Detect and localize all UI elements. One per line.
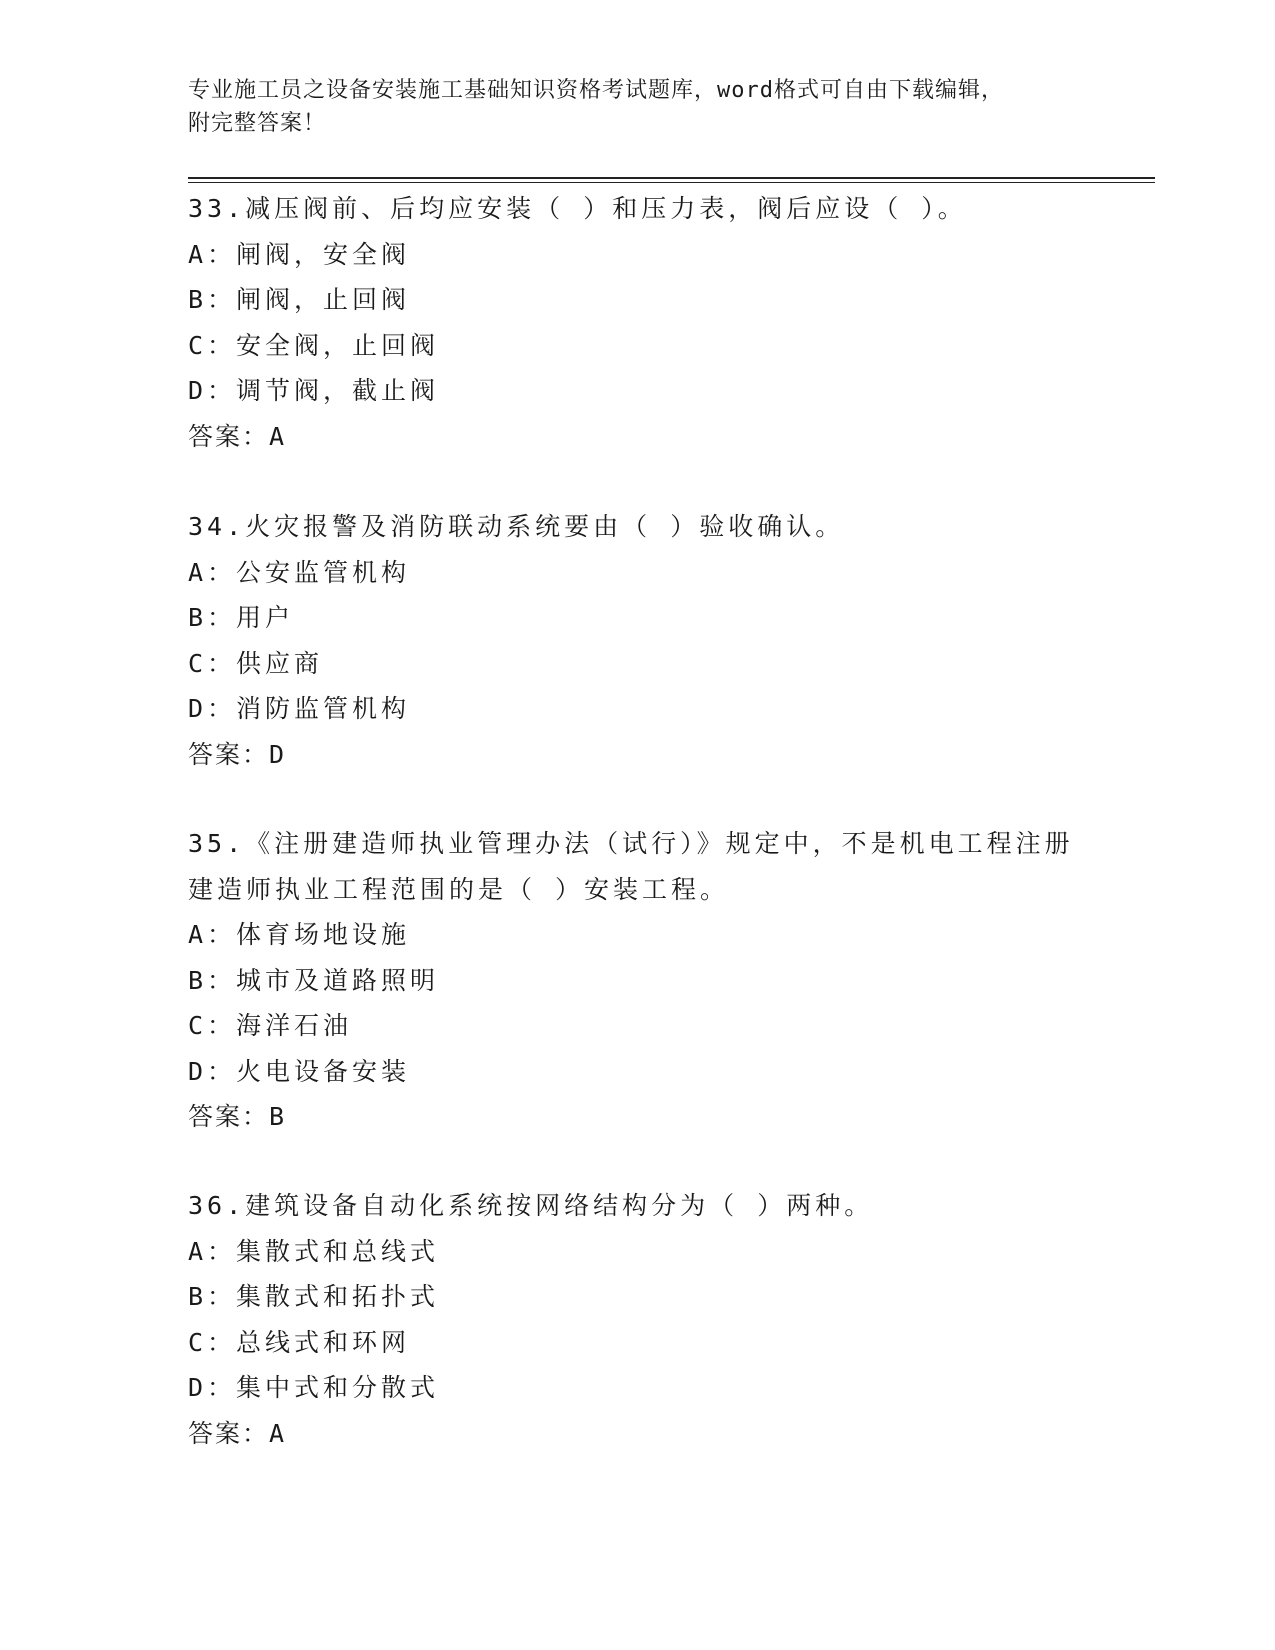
question-stem: 34.火灾报警及消防联动系统要由（ ）验收确认。: [188, 512, 845, 541]
question-36: [188, 1183, 1088, 1456]
question-stem: 35.《注册建造师执业管理办法（试行）》规定中，不是机电工程注册: [188, 829, 1074, 858]
answer: 答案：B: [188, 1102, 287, 1131]
option-a: A：闸阀，安全阀: [188, 239, 411, 269]
option-b: B：闸阀，止回阀: [188, 285, 411, 314]
option-b: B：集散式和拓扑式: [188, 1282, 440, 1311]
question-35: [188, 821, 1088, 1140]
option-a: A：集散式和总线式: [188, 1236, 440, 1266]
option-a: A：体育场地设施: [188, 920, 411, 949]
question-34: [188, 504, 1088, 777]
answer: 答案：A: [188, 1418, 287, 1448]
answer: 答案：A: [188, 421, 287, 451]
option-d: D：火电设备安装: [188, 1056, 411, 1086]
option-c: C：供应商: [188, 648, 324, 678]
question-33: [188, 186, 1088, 459]
question-stem: 36.建筑设备自动化系统按网络结构分为（ ）两种。: [188, 1191, 874, 1220]
answer: 答案：D: [188, 739, 287, 769]
question-stem: 33.减压阀前、后均应安装（ ）和压力表，阀后应设（ ）。: [188, 194, 967, 223]
option-d: D：调节阀，截止阀: [188, 376, 440, 405]
option-b: B：用户: [188, 603, 295, 632]
header-line-2: 附完整答案！: [188, 111, 327, 136]
option-d: D：集中式和分散式: [188, 1373, 440, 1402]
option-a: A：公安监管机构: [188, 557, 411, 587]
option-c: C：海洋石油: [188, 1011, 353, 1040]
header-divider-thin: [188, 182, 1155, 183]
option-d: D：消防监管机构: [188, 694, 411, 723]
question-stem-continued: 建造师执业工程范围的是（ ）安装工程。: [188, 874, 730, 904]
option-c: C：总线式和环网: [188, 1327, 411, 1357]
option-c: C：安全阀，止回阀: [188, 330, 440, 360]
option-b: B：城市及道路照明: [188, 965, 440, 995]
header-line-1: 专业施工员之设备安装施工基础知识资格考试题库，word格式可自由下载编辑，: [188, 78, 1004, 103]
document-header: [188, 74, 1088, 140]
header-divider-thick: [188, 177, 1155, 179]
